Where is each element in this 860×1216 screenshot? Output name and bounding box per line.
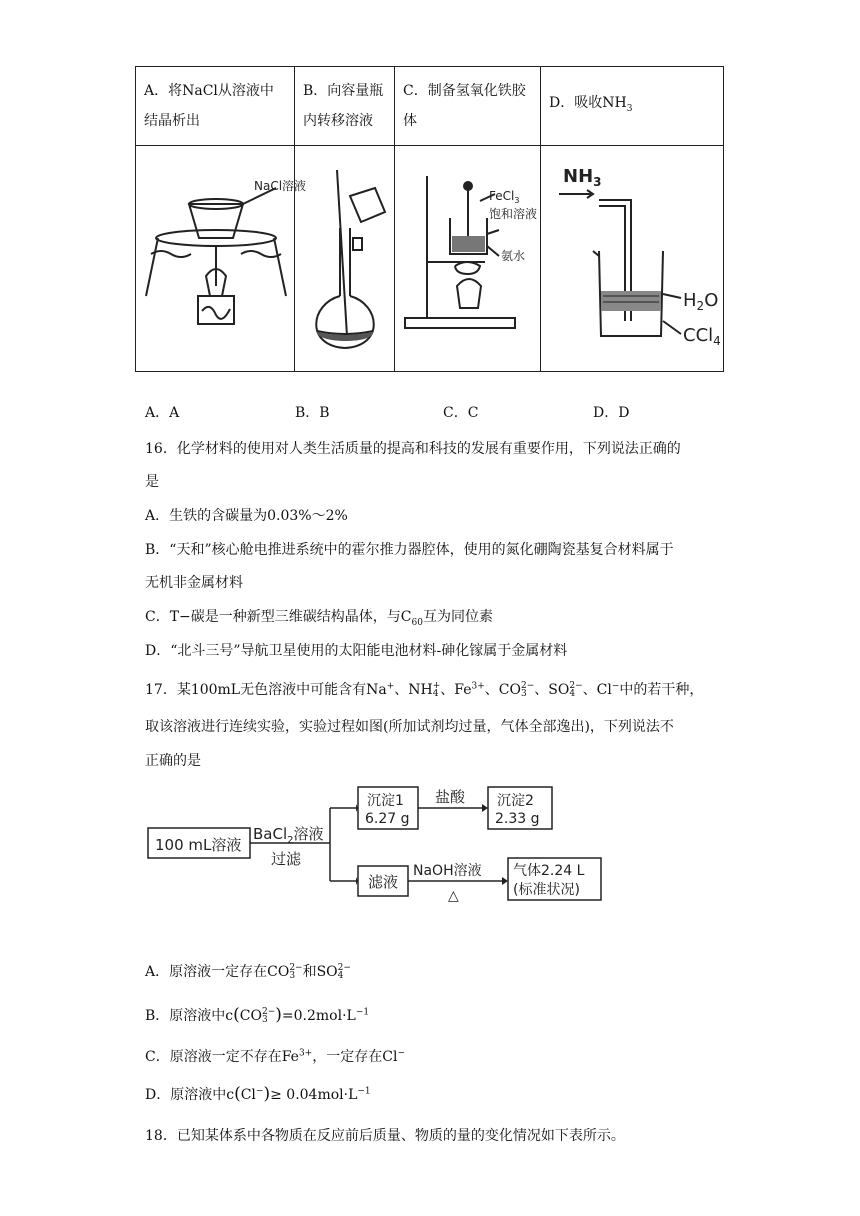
- q15-header-b: B．向容量瓶内转移溶液: [295, 67, 395, 146]
- q15-option-b[interactable]: B．B: [295, 405, 330, 421]
- q16-option-b-line1[interactable]: B．“天和”核心舱电推进系统中的霍尔推力器腔体，使用的氮化硼陶瓷基复合材料属于: [145, 542, 674, 558]
- q15-figure-c: [395, 146, 541, 372]
- q15-apparatus-table: [135, 66, 724, 372]
- flow-reagent1: BaCl$_2$溶液: [253, 825, 324, 846]
- flow-ppt1-line2: 6.27 g: [365, 811, 410, 827]
- q17-stem-line2: 取该溶液进行连续实验，实验过程如图(所加试剂均过量，气体全部逸出)，下列说法不: [145, 719, 674, 735]
- q15-option-c[interactable]: C．C: [443, 405, 479, 421]
- q15-figure-c-saturated: 饱和溶液: [489, 207, 538, 221]
- flow-filtrate: 滤液: [368, 873, 399, 891]
- q15-figure-d-h2o: $H_2O$: [683, 290, 719, 313]
- q17-option-a[interactable]: A．原溶液一定存在CO 2− 3 和SO 2− 4: [145, 963, 351, 981]
- q16-option-a[interactable]: A．生铁的含碳量为0.03%～2%: [145, 508, 348, 524]
- q15-header-d: D．吸收$NH_3$: [541, 67, 724, 146]
- flow-hcl: 盐酸: [435, 788, 466, 806]
- q17-flowchart: [145, 782, 615, 912]
- flow-gas-line1: 气体2.24 L: [513, 863, 585, 879]
- q17-stem-line3: 正确的是: [145, 753, 201, 769]
- q16-option-d[interactable]: D．“北斗三号”导航卫星使用的太阳能电池材料-砷化镓属于金属材料: [145, 643, 568, 659]
- flow-filter: 过滤: [271, 850, 302, 868]
- q15-header-a: A．将NaCl从溶液中结晶析出: [136, 67, 295, 146]
- q15-options: [145, 402, 745, 422]
- q15-figure-d: [541, 146, 724, 372]
- q18-stem: 18．已知某体系中各物质在反应前后质量、物质的量的变化情况如下表所示。: [145, 1128, 625, 1144]
- flow-start-label: 100 mL溶液: [155, 836, 242, 854]
- q15-figure-a-label: NaCl溶液: [254, 179, 307, 193]
- q17-option-d[interactable]: D．原溶液中$c(Cl^-)\ge 0.04mol\cdot L^{-1}$: [145, 1084, 371, 1104]
- q15-figure-c-fecl3: FeCl$_3$: [489, 189, 520, 205]
- flow-ppt2-line2: 2.33 g: [495, 811, 540, 827]
- q17-option-c[interactable]: C．原溶液一定不存在$Fe^{3+}$，一定存在Cl−: [145, 1048, 405, 1065]
- flow-ppt1-line1: 沉淀1: [367, 793, 404, 809]
- q16-option-b-line2[interactable]: 无机非金属材料: [145, 575, 243, 591]
- q16-stem-line2: 是: [145, 474, 159, 490]
- q15-option-d[interactable]: D．D: [593, 405, 630, 421]
- q16-stem-line1: 16．化学材料的使用对人类生活质量的提高和科技的发展有重要作用，下列说法正确的: [145, 441, 681, 457]
- q15-header-c: C．制备氢氧化铁胶体: [395, 67, 541, 146]
- q15-figure-b: [295, 146, 395, 372]
- q15-figure-d-ccl4: CCl$_4$: [683, 325, 721, 348]
- q17-option-b[interactable]: B．原溶液中c(CO 2− 3 )$=0.2mol\cdot L^{-1}$: [145, 1005, 370, 1025]
- q15-figure-d-nh3: $NH_3$: [563, 166, 602, 189]
- flow-naoh: NaOH溶液: [413, 863, 482, 879]
- q16-option-c[interactable]: C．T−碳是一种新型三维碳结构晶体，与$C_{60}$互为同位素: [145, 609, 493, 628]
- flow-heat: △: [448, 888, 459, 904]
- q15-figure-c-ammonia: 氨水: [501, 249, 526, 263]
- q17-stem-line1: 17．某100mL无色溶液中可能含有Na+、NH + 4 、$Fe^{3+}$、CO 2− 3 、SO 2− 4 、Cl−中的若干种，: [145, 681, 704, 699]
- q15-figure-a: [136, 146, 307, 372]
- flow-gas-line2: (标准状况): [513, 882, 580, 898]
- flow-ppt2-line1: 沉淀2: [497, 793, 534, 809]
- q15-option-a[interactable]: A．A: [145, 405, 180, 421]
